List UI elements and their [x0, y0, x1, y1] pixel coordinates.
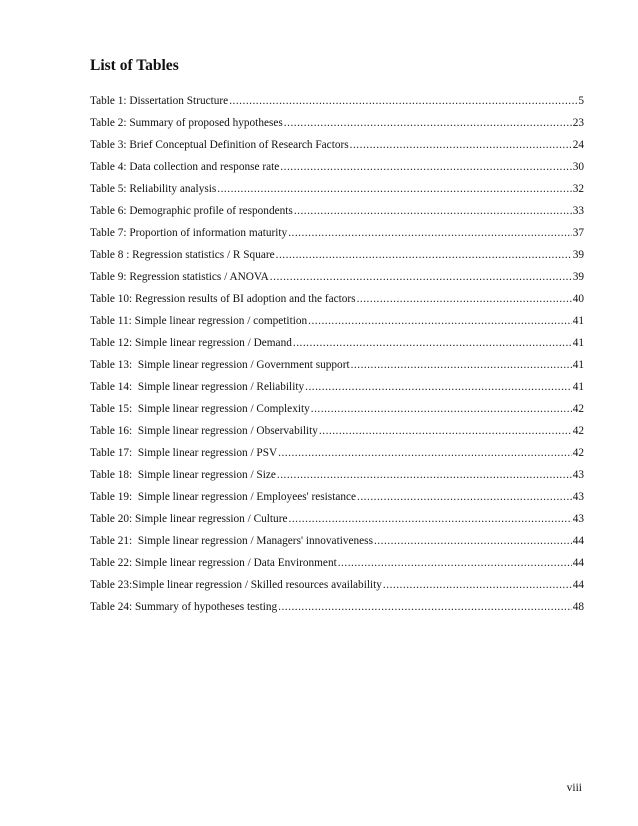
toc-entry-label: Table 11: Simple linear regression / competition	[90, 315, 308, 327]
toc-entry[interactable]	[90, 134, 584, 156]
toc-entry-page: 39	[572, 249, 584, 261]
toc-entry[interactable]	[90, 486, 584, 508]
toc-entry[interactable]	[90, 200, 584, 222]
toc-entry-page: 44	[572, 579, 584, 591]
toc-entry[interactable]	[90, 178, 584, 200]
dot-leader	[270, 266, 572, 288]
toc-entry[interactable]	[90, 464, 584, 486]
toc-entry-label: Table 8 : Regression statistics / R Square	[90, 249, 275, 261]
toc-entry-page: 42	[572, 447, 584, 459]
dot-leader	[278, 596, 572, 618]
toc-entry[interactable]	[90, 398, 584, 420]
toc-entry-label: Table 24: Summary of hypotheses testing	[90, 601, 278, 613]
dot-leader	[288, 222, 572, 244]
toc-entry-label: Table 14: Simple linear regression / Reliability	[90, 381, 305, 393]
dot-leader	[284, 112, 572, 134]
dot-leader	[217, 178, 571, 200]
toc-entry-label: Table 20: Simple linear regression / Culture	[90, 513, 288, 525]
toc-entry-label: Table 16: Simple linear regression / Observability	[90, 425, 318, 437]
toc-entry-label: Table 4: Data collection and response rate	[90, 161, 280, 173]
toc-entry[interactable]	[90, 442, 584, 464]
toc-entry-page: 44	[572, 557, 584, 569]
dot-leader	[305, 376, 572, 398]
toc-entry-page: 33	[572, 205, 584, 217]
toc-entry[interactable]	[90, 266, 584, 288]
toc-entry-label: Table 2: Summary of proposed hypotheses	[90, 117, 283, 129]
dot-leader	[229, 90, 577, 112]
toc-entry-label: Table 13: Simple linear regression / Government support	[90, 359, 350, 371]
toc-entry-label: Table 19: Simple linear regression / Employees' resistance	[90, 491, 357, 503]
toc-entry-page: 43	[572, 491, 584, 503]
toc-entry-page: 41	[572, 315, 584, 327]
toc-entry-page: 41	[572, 337, 584, 349]
toc-entry[interactable]	[90, 552, 584, 574]
toc-entry-page: 30	[572, 161, 584, 173]
dot-leader	[277, 464, 572, 486]
toc-entry-label: Table 23:Simple linear regression / Skilled resources availability	[90, 579, 382, 591]
toc-entry-label: Table 5: Reliability analysis	[90, 183, 217, 195]
toc-entry-page: 5	[578, 95, 584, 107]
toc-entry-page: 42	[572, 403, 584, 415]
toc-entry-label: Table 3: Brief Conceptual Definition of Research Factors	[90, 139, 349, 151]
dot-leader	[319, 420, 572, 442]
dot-leader	[357, 288, 572, 310]
toc-entry-label: Table 10: Regression results of BI adoption and the factors	[90, 293, 356, 305]
toc-entry-page: 32	[572, 183, 584, 195]
toc-entry-label: Table 12: Simple linear regression / Demand	[90, 337, 292, 349]
toc-entry[interactable]	[90, 530, 584, 552]
dot-leader	[293, 332, 572, 354]
toc-entry-label: Table 17: Simple linear regression / PSV	[90, 447, 278, 459]
dot-leader	[350, 134, 572, 156]
dot-leader	[278, 442, 572, 464]
toc-entry-page: 41	[572, 359, 584, 371]
dot-leader	[276, 244, 572, 266]
page-title: List of Tables	[90, 57, 179, 74]
toc-entry[interactable]	[90, 288, 584, 310]
toc-entry[interactable]	[90, 420, 584, 442]
toc-entry-page: 40	[572, 293, 584, 305]
toc-entry[interactable]	[90, 90, 584, 112]
toc-entry-page: 43	[572, 469, 584, 481]
toc-entry[interactable]	[90, 376, 584, 398]
toc-entry[interactable]	[90, 310, 584, 332]
dot-leader	[294, 200, 572, 222]
toc-entry[interactable]	[90, 156, 584, 178]
toc-entry[interactable]	[90, 508, 584, 530]
dot-leader	[289, 508, 572, 530]
toc-entry-page: 37	[572, 227, 584, 239]
dot-leader	[383, 574, 572, 596]
toc-entry-page: 48	[572, 601, 584, 613]
toc-entry-label: Table 1: Dissertation Structure	[90, 95, 229, 107]
toc-entry[interactable]	[90, 574, 584, 596]
toc-entry-label: Table 22: Simple linear regression / Data Environment	[90, 557, 337, 569]
toc-entry-page: 44	[572, 535, 584, 547]
dot-leader	[338, 552, 572, 574]
page-number: viii	[566, 782, 582, 794]
toc-entry-label: Table 6: Demographic profile of respondents	[90, 205, 293, 217]
toc-entry-label: Table 18: Simple linear regression / Size	[90, 469, 276, 481]
toc-entry-label: Table 9: Regression statistics / ANOVA	[90, 271, 269, 283]
toc-entry[interactable]	[90, 222, 584, 244]
toc-entry-page: 42	[572, 425, 584, 437]
toc-entry-page: 39	[572, 271, 584, 283]
list-of-tables	[90, 90, 584, 618]
toc-entry-page: 41	[572, 381, 584, 393]
dot-leader	[357, 486, 572, 508]
toc-entry-label: Table 21: Simple linear regression / Managers' innovativeness	[90, 535, 373, 547]
toc-entry[interactable]	[90, 112, 584, 134]
dot-leader	[311, 398, 572, 420]
toc-entry-page: 23	[572, 117, 584, 129]
toc-entry-label: Table 7: Proportion of information maturity	[90, 227, 288, 239]
toc-entry-page: 43	[572, 513, 584, 525]
dot-leader	[280, 156, 571, 178]
dot-leader	[308, 310, 572, 332]
dot-leader	[351, 354, 572, 376]
toc-entry-page: 24	[572, 139, 584, 151]
toc-entry[interactable]	[90, 244, 584, 266]
dot-leader	[374, 530, 572, 552]
toc-entry-label: Table 15: Simple linear regression / Complexity	[90, 403, 310, 415]
toc-entry[interactable]	[90, 596, 584, 618]
toc-entry[interactable]	[90, 332, 584, 354]
toc-entry[interactable]	[90, 354, 584, 376]
